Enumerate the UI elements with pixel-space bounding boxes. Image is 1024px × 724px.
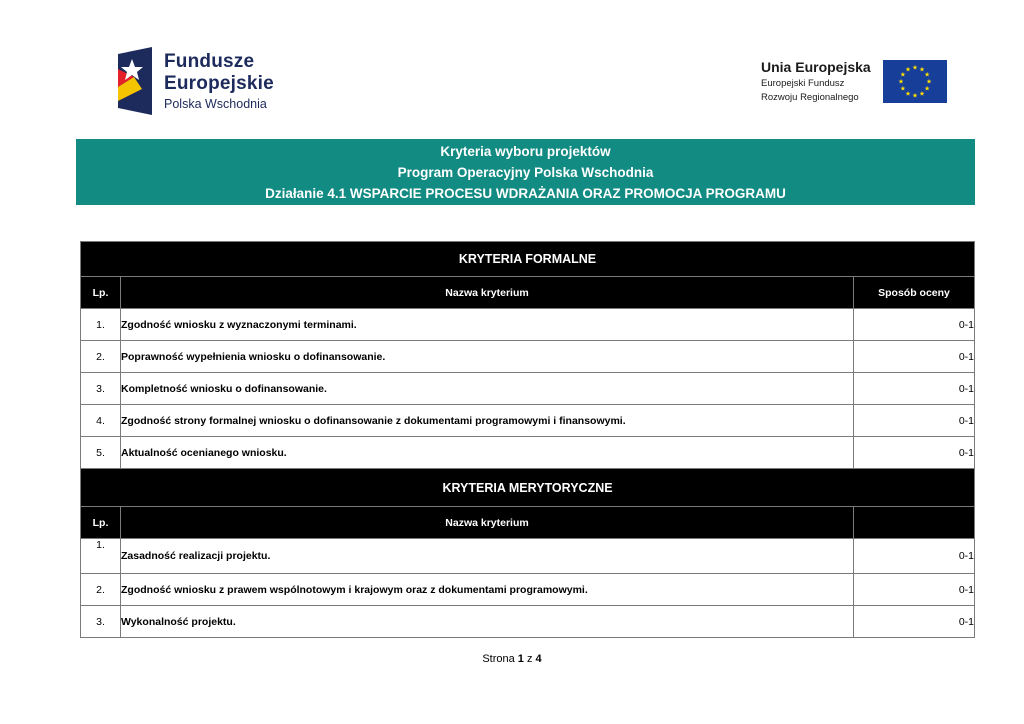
criteria-table: [80, 241, 975, 638]
fundusze-europejskie-logo: [118, 47, 274, 115]
table-row: [81, 341, 975, 373]
unia-europejska-logo: [761, 60, 947, 103]
row-criterion: Zgodność wniosku z prawem wspólnotowym i krajowym oraz z dokumentami programowymi.: [121, 574, 854, 606]
row-lp: 2.: [81, 341, 121, 373]
row-criterion: Wykonalność projektu.: [121, 606, 854, 638]
row-lp: 3.: [81, 606, 121, 638]
fe-logo-program: Polska Wschodnia: [164, 96, 267, 111]
page-footer: [0, 653, 1024, 665]
footer-page-total: 4: [535, 653, 542, 665]
col-lp-header: Lp.: [81, 507, 121, 539]
col-lp-header: Lp.: [81, 277, 121, 309]
ue-logo-fund-line2: Rozwoju Regionalnego: [761, 91, 859, 103]
footer-separator: z: [526, 653, 533, 665]
row-score: 0-1: [854, 606, 975, 638]
row-lp: 1.: [81, 539, 121, 574]
formal-column-header: [81, 277, 975, 309]
footer-page-number: 1: [517, 653, 524, 665]
footer-prefix: Strona: [482, 653, 515, 665]
formal-section-header: [81, 242, 975, 277]
header-title: Kryteria wyboru projektów: [440, 144, 611, 159]
row-lp: 4.: [81, 405, 121, 437]
fe-logo-subtitle: Europejskie: [164, 72, 274, 94]
table-row: [81, 606, 975, 638]
row-lp: 3.: [81, 373, 121, 405]
table-row: [81, 373, 975, 405]
row-score: 0-1: [854, 373, 975, 405]
table-row: [81, 574, 975, 606]
row-score: 0-1: [854, 405, 975, 437]
row-score: 0-1: [854, 437, 975, 469]
row-criterion: Aktualność ocenianego wniosku.: [121, 437, 854, 469]
col-name-header: Nazwa kryterium: [121, 507, 854, 539]
col-name-header: Nazwa kryterium: [121, 277, 854, 309]
row-lp: 2.: [81, 574, 121, 606]
merit-section-title: KRYTERIA MERYTORYCZNE: [81, 469, 975, 507]
ue-logo-title: Unia Europejska: [761, 59, 871, 75]
header-program: Program Operacyjny Polska Wschodnia: [397, 165, 654, 180]
formal-section-title: KRYTERIA FORMALNE: [81, 242, 975, 277]
eu-flag-icon: [883, 60, 947, 103]
row-score: 0-1: [854, 309, 975, 341]
row-lp: 1.: [81, 309, 121, 341]
row-lp: 5.: [81, 437, 121, 469]
row-criterion: Zgodność strony formalnej wniosku o dofinansowanie z dokumentami programowymi i finansowymi.: [121, 405, 854, 437]
row-score: 0-1: [854, 341, 975, 373]
document-header: [76, 139, 975, 205]
table-row: [81, 405, 975, 437]
fe-emblem-icon: [118, 47, 152, 115]
merit-column-header: [81, 507, 975, 539]
row-criterion: Zasadność realizacji projektu.: [121, 539, 854, 574]
ue-logo-fund-line1: Europejski Fundusz: [761, 78, 845, 89]
table-row: [81, 539, 975, 574]
row-criterion: Zgodność wniosku z wyznaczonymi terminami.: [121, 309, 854, 341]
col-score-header: Sposób oceny: [854, 277, 975, 309]
row-score: 0-1: [854, 539, 975, 574]
row-criterion: Poprawność wypełnienia wniosku o dofinansowanie.: [121, 341, 854, 373]
col-score-header: [854, 507, 975, 539]
table-row: [81, 309, 975, 341]
fe-logo-title: Fundusze: [164, 50, 255, 72]
table-row: [81, 437, 975, 469]
header-action: Działanie 4.1 WSPARCIE PROCESU WDRAŻANIA ORAZ PROMOCJA PROGRAMU: [265, 186, 786, 201]
merit-section-header: [81, 469, 975, 507]
row-score: 0-1: [854, 574, 975, 606]
row-criterion: Kompletność wniosku o dofinansowanie.: [121, 373, 854, 405]
